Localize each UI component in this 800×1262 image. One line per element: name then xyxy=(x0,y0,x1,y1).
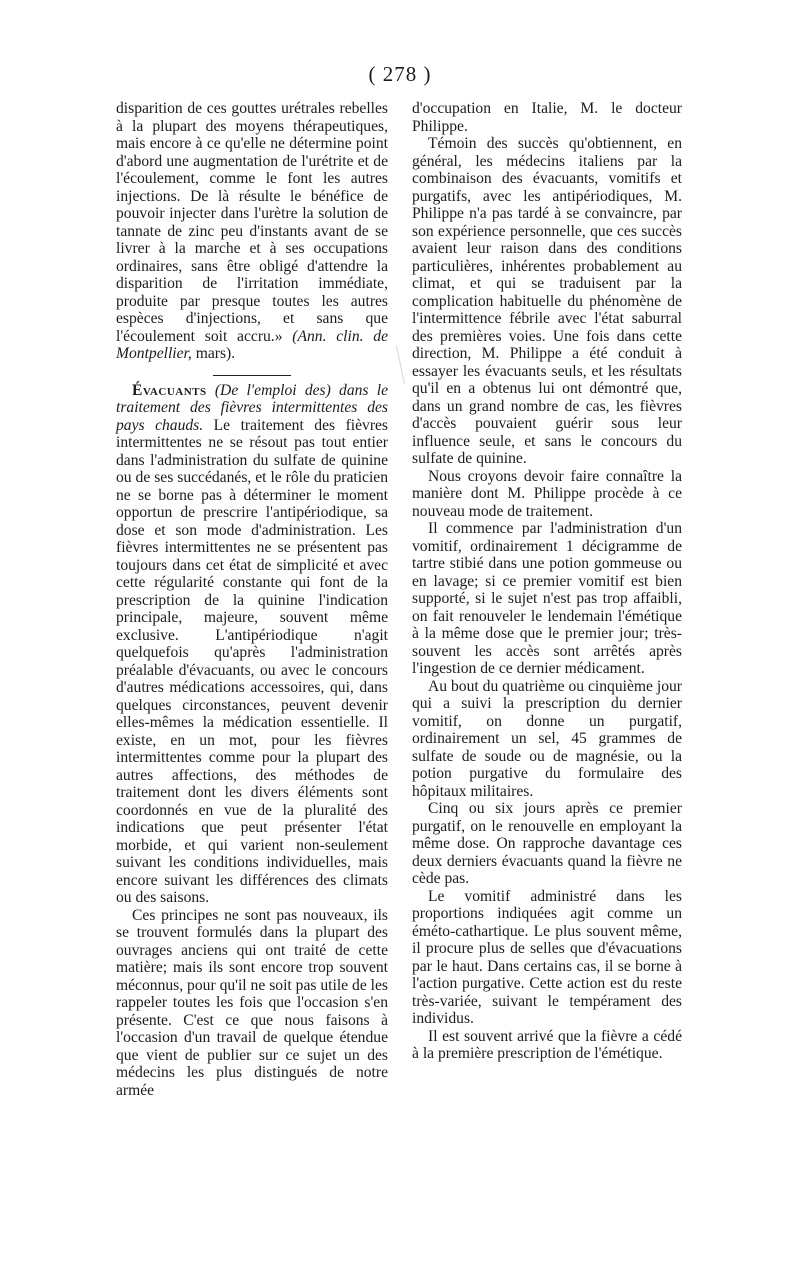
column-divider-mark xyxy=(396,345,405,384)
paragraph-text: disparition de ces gouttes urétrales rebelles à la plupart des moyens thérapeutiques, mais encore à ce qu'elle ne détermine point d'abord une augmentation de l'urétrite et de l'écoulement, comme le font les autres injections. De là résulte le bénéfice de pouvoir injecter dans l'urètre la solution de tannate de zinc peu d'instants avant de se livrer à la marche et à ses occupations ordinaires, sans être obligé d'attendre la disparition de l'irritation immédiate, produite par presque toutes les autres espèces d'injections, et sans que l'écoulement soit accru.» xyxy=(116,100,388,345)
paragraph: Ces principes ne sont pas nouveaux, ils se trouvent formulés dans la plupart des ouvrages anciens qui ont traité de cette matière; mais ils sont encore trop souvent méconnus, pour qu'il ne soit pas utile de les rappeler toutes les fois que l'occasion s'en présente. C'est ce que nous faisons à l'occasion d'un travail de quelque étendue que vient de publier sur ce sujet un des médecins les plus distingués de notre armée xyxy=(116,906,388,1099)
left-column xyxy=(116,100,388,1099)
paragraph: Au bout du quatrième ou cinquième jour qui a suivi la prescription du dernier vomitif, on donne un purgatif, ordinairement un sel, 45 grammes de sulfate de soude ou de magnésie, ou la potion purgative du formulaire des hôpitaux militaires. xyxy=(412,677,682,800)
paragraph: Nous croyons devoir faire connaître la manière dont M. Philippe procède à ce nouveau mode de traitement. xyxy=(412,467,682,520)
paragraph-continuation xyxy=(116,100,388,363)
paragraph: d'occupation en Italie, M. le docteur Philippe. xyxy=(412,100,682,135)
paragraph: Cinq ou six jours après ce premier purgatif, on le renouvelle en employant la même dose. On rapproche davantage ces deux derniers évacuants quand la fièvre ne cède pas. xyxy=(412,800,682,887)
source-citation: (Ann. clin. de Montpellier, xyxy=(116,327,389,362)
article-evacuants xyxy=(116,382,388,907)
paragraph-text: Le traitement des fièvres intermittentes ne se résout pas tout entier dans l'administration du sulfate de quinine ou de ses succédanés, et le rôle du praticien ne se borne pas à déterminer le moment opportun de prescrire l'antipériodique, sa dose et son mode d'administration. Les fièvres intermittentes ne se présentent pas toujours dans cet état de simplicité et avec cette régularité constante qui font de la prescription de la quinine l'indication principale, majeure, souvent même exclusive. L'antipériodique n'agit quelquefois qu'après l'administration préalable d'évacuants, ou avec le concours d'autres médications accessoires, qui, dans quelques circonstances, peuvent devenir elles-mêmes la médication essentielle. Il existe, en un mot, pour les fièvres intermittentes comme pour la plupart des autres affections, des méthodes de traitement dont les divers éléments sont coordonnés en vue de la pluralité des indications que peut présenter l'état morbide, et qui varient non-seulement suivant les conditions individuelles, mais encore suivant les différences des climats ou des saisons. xyxy=(116,416,388,906)
right-column xyxy=(412,100,682,1063)
page-number: ( 278 ) xyxy=(368,62,432,86)
paragraph: Le vomitif administré dans les proportions indiquées agit comme un éméto-cathartique. Le plus souvent même, il procure plus de selles que d'évacuations par le haut. Dans certains cas, il se borne à l'action purgative. Cette action est du reste très-variée, suivant le tempérament des individus. xyxy=(412,887,682,1027)
paragraph: Il commence par l'administration d'un vomitif, ordinairement 1 décigramme de tartre stibié dans une potion gommeuse ou en lavage; si ce premier vomitif est bien supporté, si le sujet n'est pas trop affaibli, on fait renouveler le lendemain l'émétique à la même dose que le premier jour; très-souvent les accès sont arrêtés après l'ingestion de ce dernier médicament. xyxy=(412,520,682,677)
citation-end: mars). xyxy=(191,345,236,362)
article-heading-title: (De l'emploi des) dans le traitement des fièvres intermittentes des pays chauds. xyxy=(116,381,388,434)
article-heading-term: Évacuants xyxy=(132,381,207,399)
paragraph: Témoin des succès qu'obtiennent, en général, les médecins italiens par la combinaison des évacuants, vomitifs et purgatifs, avec les antipériodiques, M. Philippe n'a pas tardé à se convaincre, par son expérience personnelle, que ces succès avaient leur raison dans des conditions particulières, inhérentes probablement au climat, et qui se traduisent par la complication habituelle du phénomène de l'intermittence fébrile avec l'état saburral des premières voies. Une fois dans cette direction, M. Philippe a été conduit à essayer les évacuants seuls, et les résultats qu'il en a obtenus lui ont démontré que, dans un grand nombre de cas, les fièvres d'accès pouvaient guérir sous leur influence seule, et sans le concours du sulfate de quinine. xyxy=(412,135,682,467)
paragraph: Il est souvent arrivé que la fièvre a cédé à la première prescription de l'émétique. xyxy=(412,1027,682,1062)
section-rule xyxy=(213,375,291,376)
